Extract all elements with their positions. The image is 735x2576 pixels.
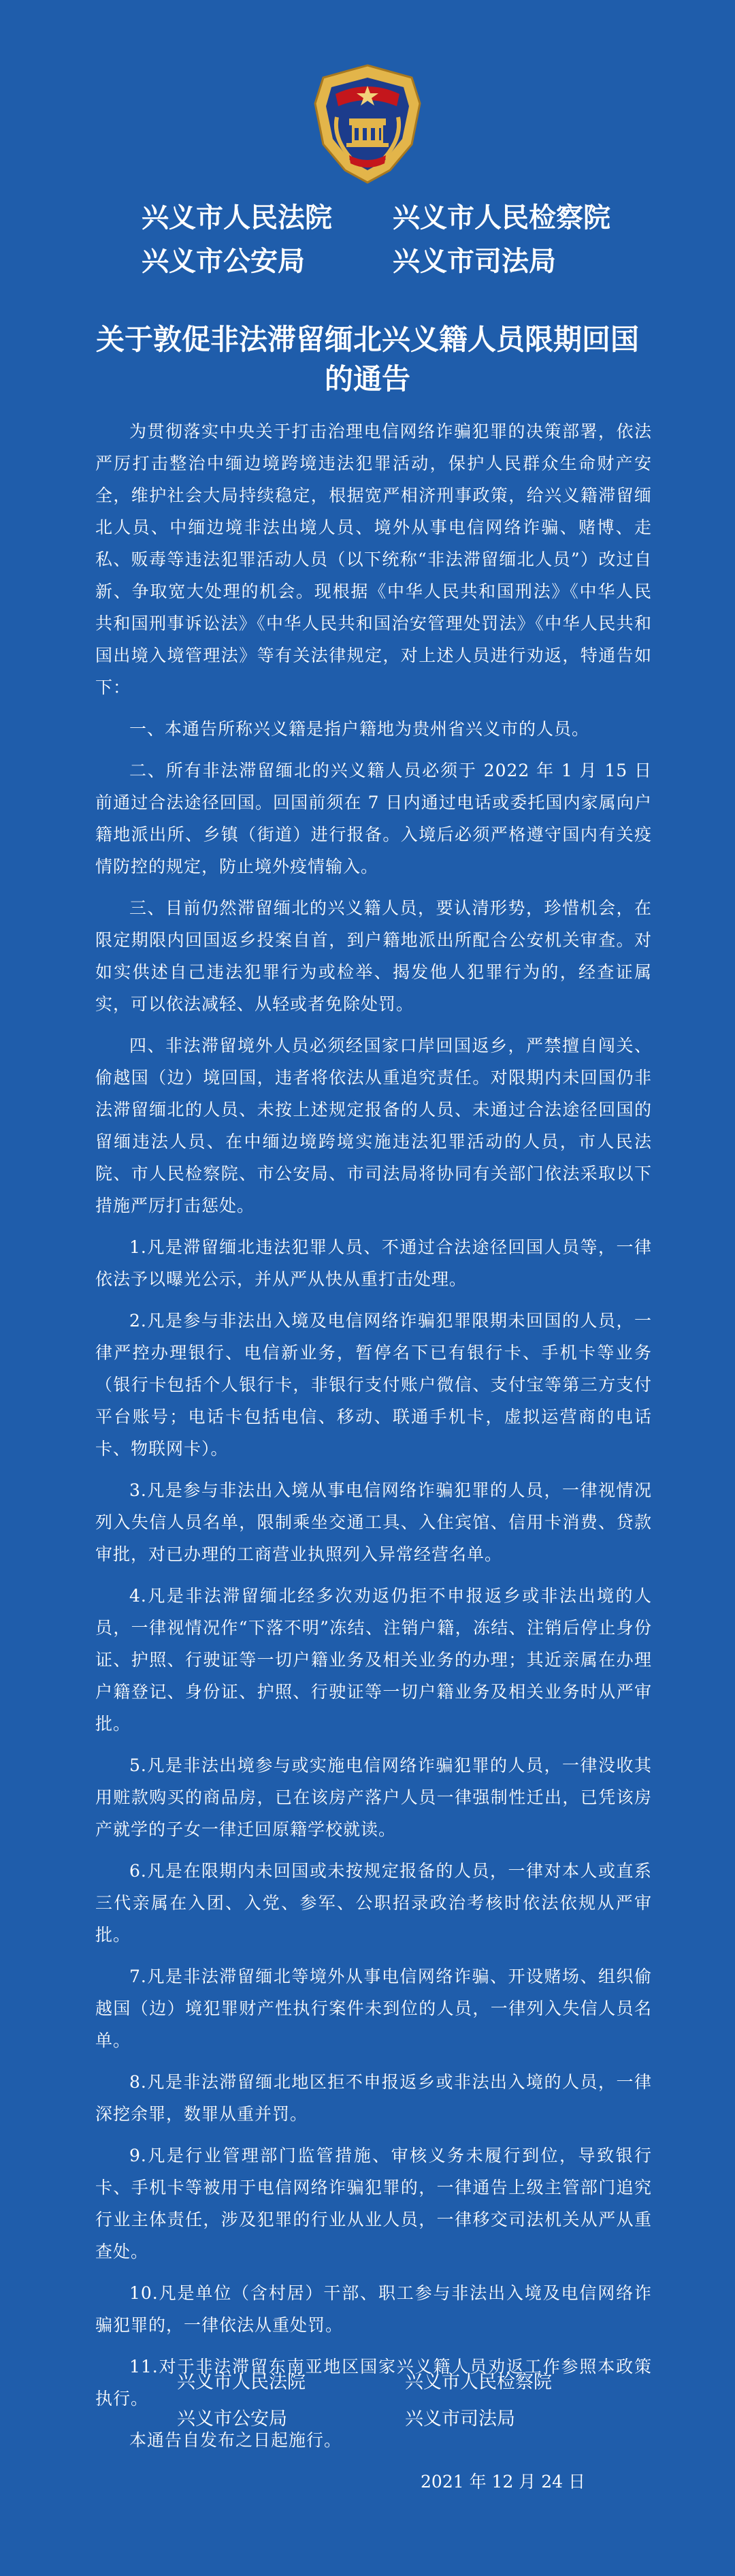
paragraph-2: 二、所有非法滞留缅北的兴义籍人员必须于 2022 年 1 月 15 日前通过合法途径回国。回国前须在 7 日内通过电话或委托国内家属向户籍地派出所、乡镇（街道）进行报备。入境后必须严格遵守国内有关疫情防控的规定，防止境外疫情输入。 <box>95 761 652 876</box>
effective-statement: 本通告自发布之日起施行。 <box>129 2430 342 2450</box>
paragraph-preamble: 为贯彻落实中央关于打击治理电信网络诈骗犯罪的决策部署，依法严厉打击整治中缅边境跨境违法犯罪活动，保护人民群众生命财产安全，维护社会大局持续稳定，根据宽严相济刑事政策，给兴义籍滞留缅北人员、中缅边境非法出境人员、境外从事电信网络诈骗、赌博、走私、贩毒等违法犯罪活动人员（以下统称“非法滞留缅北人员”）改过自新、争取宽大处理的机会。现根据《中华人民共和国刑法》《中华人民共和国刑事诉讼法》《中华人民共和国治安管理处罚法》《中华人民共和国出境入境管理法》等有关法律规定，对上述人员进行劝返，特通告如下： <box>95 422 652 697</box>
paragraph-3: 三、目前仍然滞留缅北的兴义籍人员，要认清形势，珍惜机会，在限定期限内回国返乡投案自首，到户籍地派出所配合公安机关审查。对如实供述自己违法犯罪行为或检举、揭发他人犯罪行为的，经查证属实，可以依法减轻、从轻或者免除处罚。 <box>95 898 652 1014</box>
signature-court: 兴义市人民法院 <box>177 2372 306 2393</box>
measure-8: 8.凡是非法滞留缅北地区拒不申报返乡或非法出入境的人员，一律深挖余罪，数罪从重并罚。 <box>95 2072 652 2124</box>
measure-11: 11.对于非法滞留东南亚地区国家兴义籍人员劝返工作参照本政策执行。 <box>95 2357 652 2408</box>
measure-1: 1.凡是滞留缅北违法犯罪人员、不通过合法途径回国人员等，一律依法予以曝光公示，并从严从快从重打击处理。 <box>95 1237 652 1289</box>
issuer-justice: 兴义市司法局 <box>393 245 556 277</box>
signature-justice: 兴义市司法局 <box>405 2408 515 2430</box>
issuer-police: 兴义市公安局 <box>142 245 305 277</box>
measure-6: 6.凡是在限期内未回国或未按规定报备的人员，一律对本人或直系三代亲属在入团、入党、参军、公职招录政治考核时依法依规从严审批。 <box>95 1861 652 1945</box>
police-badge-icon <box>310 63 425 185</box>
signature-block <box>0 2370 735 2432</box>
issuer-court: 兴义市人民法院 <box>142 202 332 234</box>
measure-9: 9.凡是行业管理部门监管措施、审核义务未履行到位，导致银行卡、手机卡等被用于电信网络诈骗犯罪的，一律通告上级主管部门追究行业主体责任，涉及犯罪的行业从业人员，一律移交司法机关从严从重查处。 <box>95 2146 652 2261</box>
measure-2: 2.凡是参与非法出入境及电信网络诈骗犯罪限期未回国的人员，一律严控办理银行、电信新业务，暂停名下已有银行卡、手机卡等业务（银行卡包括个人银行卡，非银行支付账户微信、支付宝等第三方支付平台账号；电话卡包括电信、移动、联通手机卡，虚拟运营商的电话卡、物联网卡）。 <box>95 1311 652 1459</box>
notice-title-line2: 的通告 <box>324 362 410 396</box>
signature-police: 兴义市公安局 <box>177 2408 287 2430</box>
measure-3: 3.凡是参与非法出入境从事电信网络诈骗犯罪的人员，一律视情况列入失信人员名单，限制乘坐交通工具、入住宾馆、信用卡消费、贷款审批，对已办理的工商营业执照列入异常经营名单。 <box>95 1480 652 1564</box>
measure-10: 10.凡是单位（含村居）干部、职工参与非法出入境及电信网络诈骗犯罪的，一律依法从重处罚。 <box>95 2283 652 2335</box>
notice-title <box>61 320 674 399</box>
notice-body <box>95 415 652 2466</box>
measure-5: 5.凡是非法出境参与或实施电信网络诈骗犯罪的人员，一律没收其用赃款购买的商品房，已在该房产落户人员一律强制性迁出，已凭该房产就学的子女一律迁回原籍学校就读。 <box>95 1755 652 1839</box>
notice-date: 2021 年 12 月 24 日 <box>421 2472 585 2492</box>
notice-title-line1: 关于敦促非法滞留缅北兴义籍人员限期回国 <box>95 323 639 356</box>
signature-procuratorate: 兴义市人民检察院 <box>405 2372 552 2393</box>
measure-7: 7.凡是非法滞留缅北等境外从事电信网络诈骗、开设赌场、组织偷越国（边）境犯罪财产性执行案件未到位的人员，一律列入失信人员名单。 <box>95 1967 652 2050</box>
measure-4: 4.凡是非法滞留缅北经多次劝返仍拒不申报返乡或非法出境的人员，一律视情况作“下落不明”冻结、注销户籍，冻结、注销后停止身份证、护照、行驶证等一切户籍业务及相关业务的办理；其近亲属在办理户籍登记、身份证、护照、行驶证等一切户籍业务及相关业务时从严审批。 <box>95 1586 652 1734</box>
paragraph-1: 一、本通告所称兴义籍是指户籍地为贵州省兴义市的人员。 <box>129 719 590 739</box>
issuer-procuratorate: 兴义市人民检察院 <box>393 202 610 234</box>
issuer-list <box>0 202 735 278</box>
paragraph-4: 四、非法滞留境外人员必须经国家口岸回国返乡，严禁擅自闯关、偷越国（边）境回国，违者将依法从重追究责任。对限期内未回国仍非法滞留缅北的人员、未按上述规定报备的人员、未通过合法途径回国的留缅违法人员、在中缅边境跨境实施违法犯罪活动的人员，市人民法院、市人民检察院、市公安局、市司法局将协同有关部门依法采取以下措施严厉打击惩处。 <box>95 1036 652 1215</box>
emblem-container <box>0 63 735 185</box>
